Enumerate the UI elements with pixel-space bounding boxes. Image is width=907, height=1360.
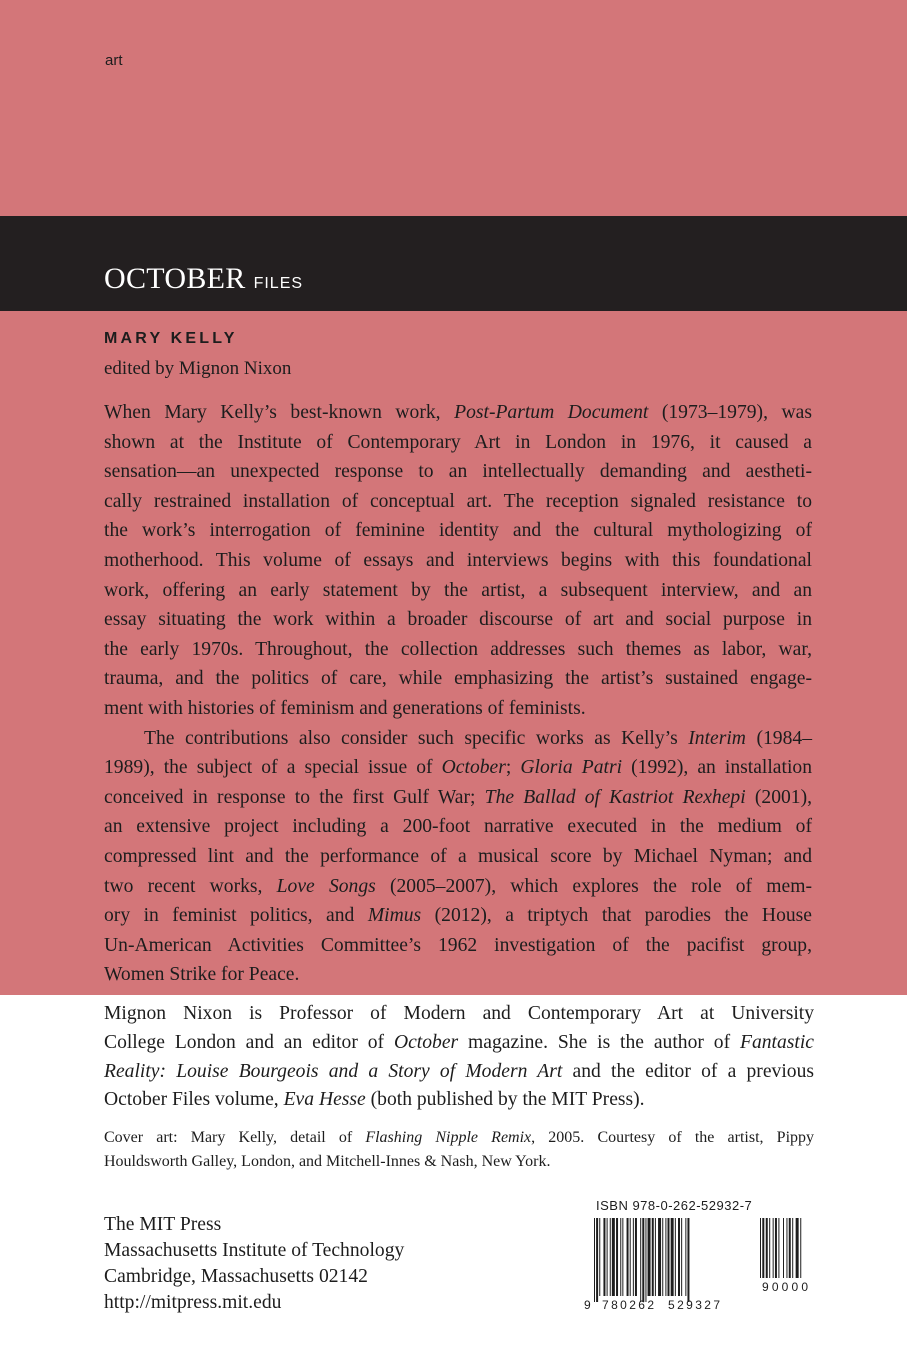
barcode-bar: [607, 1218, 608, 1296]
text-line: conceived in response to the first Gulf War; The Ballad of Kastriot Rexhepi (2001),: [104, 786, 813, 808]
text-line: Women Strike for Peace.: [104, 964, 300, 986]
barcode-addon-bar: [760, 1218, 761, 1278]
barcode-bar: [635, 1218, 637, 1296]
barcode-bars-icon: [594, 1218, 689, 1302]
book-subject: MARY KELLY: [104, 330, 238, 347]
text-line: two recent works, Love Songs (2005–2007), which explores the role of mem-: [104, 875, 812, 897]
barcode-bar: [652, 1218, 654, 1296]
barcode-bar: [599, 1218, 600, 1296]
text-line: 1989), the subject of a special issue of October; Gloria Patri (1992), an installation: [104, 757, 812, 779]
publisher-block: [104, 1212, 404, 1316]
text-line: Mignon Nixon is Professor of Modern and Contemporary Art at University: [104, 1003, 814, 1024]
barcode-addon-digits: 90000: [762, 1280, 808, 1294]
barcode-bar: [627, 1218, 629, 1296]
cover-top-panel: [0, 0, 907, 216]
barcode-addon-bar: [769, 1218, 770, 1278]
barcode-bar: [633, 1218, 634, 1296]
barcode-bar: [603, 1218, 605, 1296]
barcode-addon-bar: [800, 1218, 801, 1278]
barcode-bar: [658, 1218, 661, 1296]
barcode-left-group: 780262: [602, 1298, 654, 1312]
barcode-bar: [655, 1218, 656, 1296]
barcode-bar: [662, 1218, 663, 1296]
isbn-label: ISBN 978-0-262-52932-7: [596, 1198, 753, 1213]
series-name: OCTOBER: [104, 262, 246, 295]
barcode-right-group: 529327: [668, 1298, 720, 1312]
barcode-bar: [685, 1218, 686, 1296]
text-line: ment with histories of feminism and generations of feminists.: [104, 697, 586, 719]
barcode-bar: [675, 1218, 676, 1296]
text-line: Cover art: Mary Kelly, detail of Flashing Nipple Remix, 2005. Courtesy of the artist, Pippy: [104, 1129, 815, 1146]
barcode-bar: [671, 1218, 674, 1296]
barcode-first-digit: 9: [584, 1298, 591, 1312]
barcode-addon-bar: [783, 1218, 784, 1278]
barcode-bar: [616, 1218, 618, 1296]
text-line: October Files volume, Eva Hesse (both published by the MIT Press).: [104, 1089, 645, 1111]
barcode-bar: [610, 1218, 611, 1296]
barcode-addon-bar: [762, 1218, 764, 1278]
barcode-bar: [612, 1218, 615, 1296]
publisher-url: http://mitpress.mit.edu: [104, 1292, 282, 1313]
text-line: Reality: Louise Bourgeois and a Story of Modern Art and the editor of a previous: [104, 1060, 814, 1082]
text-line: When Mary Kelly’s best-known work, Post-Partum Document (1973–1979), was: [104, 402, 812, 423]
barcode-bar: [620, 1218, 621, 1296]
category-label: art: [105, 52, 123, 69]
text-line: Houldsworth Galley, London, and Mitchell-Innes & Nash, New York.: [104, 1153, 551, 1170]
text-line: The contributions also consider such specific works as Kelly’s Interim (1984–: [144, 727, 812, 749]
text-line: essay situating the work within a broader discourse of art and social purpose in: [104, 609, 812, 631]
book-editor: edited by Mignon Nixon: [104, 358, 292, 379]
barcode-bar: [596, 1218, 598, 1302]
text-line: ory in feminist politics, and Mimus (2012), a triptych that parodies the House: [104, 905, 812, 927]
barcode-addon-bar: [766, 1218, 768, 1278]
text-line: the work’s interrogation of feminine identity and the cultural mythologizing of: [104, 520, 812, 542]
barcode-bar: [665, 1218, 666, 1296]
text-line: Un-American Activities Committee’s 1962 investigation of the pacifist group,: [104, 934, 812, 956]
barcode-bar: [681, 1218, 682, 1296]
text-line: shown at the Institute of Contemporary Art in London in 1976, it caused a: [104, 431, 812, 453]
text-line: the early 1970s. Throughout, the collection addresses such themes as labor, war,: [104, 638, 812, 660]
text-line: motherhood. This volume of essays and interviews begins with this foundational: [104, 549, 812, 571]
blurb-paragraph-1: [104, 398, 812, 724]
barcode-bar: [687, 1218, 689, 1302]
barcode-bar: [640, 1218, 641, 1302]
publisher-address: Cambridge, Massachusetts 02142: [104, 1266, 368, 1287]
barcode-addon-bar: [792, 1218, 793, 1278]
blurb-paragraph-2: [104, 724, 812, 990]
text-line: work, offering an early statement by the artist, a subsequent interview, and an: [104, 579, 812, 601]
barcode-addon-bar: [789, 1218, 791, 1278]
barcode-bar: [630, 1218, 631, 1296]
text-line: College London and an editor of October magazine. She is the author of Fantastic: [104, 1031, 814, 1053]
barcode-addon-bars-icon: [760, 1218, 801, 1278]
barcode-bar: [642, 1218, 644, 1302]
series-title: [104, 262, 303, 296]
text-line: compressed lint and the performance of a musical score by Michael Nyman; and: [104, 845, 812, 867]
barcode: [584, 1218, 819, 1313]
text-line: trauma, and the politics of care, while emphasizing the artist’s sustained engage-: [104, 668, 812, 690]
publisher-institution: Massachusetts Institute of Technology: [104, 1240, 405, 1261]
barcode-bar: [622, 1218, 623, 1296]
barcode-bar: [678, 1218, 680, 1296]
barcode-addon-bar: [786, 1218, 787, 1278]
publisher-name: The MIT Press: [104, 1214, 222, 1235]
barcode-bar: [668, 1218, 670, 1296]
text-line: cally restrained installation of conceptual art. The reception signaled resistance to: [104, 490, 812, 512]
cover-credit: [104, 1126, 814, 1174]
text-line: an extensive project including a 200-foot narrative executed in the medium of: [104, 816, 812, 838]
barcode-bar: [645, 1218, 646, 1302]
text-line: sensation—an unexpected response to an intellectually demanding and aestheti-: [104, 461, 812, 483]
barcode-addon-bar: [778, 1218, 779, 1278]
barcode-addon-bar: [796, 1218, 799, 1278]
barcode-bar: [594, 1218, 595, 1302]
series-suffix: FILES: [253, 275, 304, 292]
barcode-addon-bar: [773, 1218, 774, 1278]
editor-bio: [104, 1000, 814, 1115]
blurb: [104, 398, 812, 990]
barcode-bar: [648, 1218, 651, 1296]
barcode-addon-bar: [775, 1218, 777, 1278]
